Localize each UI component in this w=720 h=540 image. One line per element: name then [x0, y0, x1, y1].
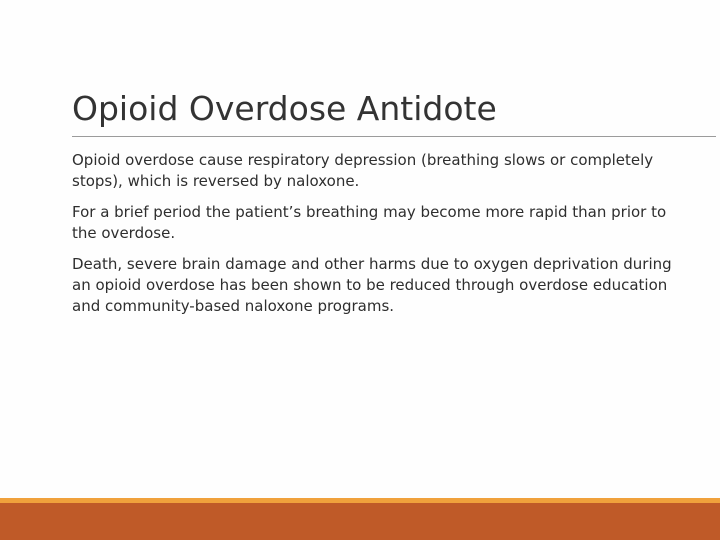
footer-accent-bar — [0, 503, 720, 540]
body-paragraph: Death, severe brain damage and other harms due to oxygen deprivation during an opioid overdose has been shown to be reduced through overdose education and community-based naloxone programs. — [72, 255, 672, 315]
body-paragraph: Opioid overdose cause respiratory depression (breathing slows or completely stops), which is reversed by naloxone. — [72, 151, 654, 190]
slide-title: Opioid Overdose Antidote — [72, 89, 497, 128]
body-paragraph: For a brief period the patient’s breathing may become more rapid than prior to the overdose. — [72, 203, 667, 242]
title-divider — [72, 136, 716, 137]
slide-body — [72, 150, 672, 327]
